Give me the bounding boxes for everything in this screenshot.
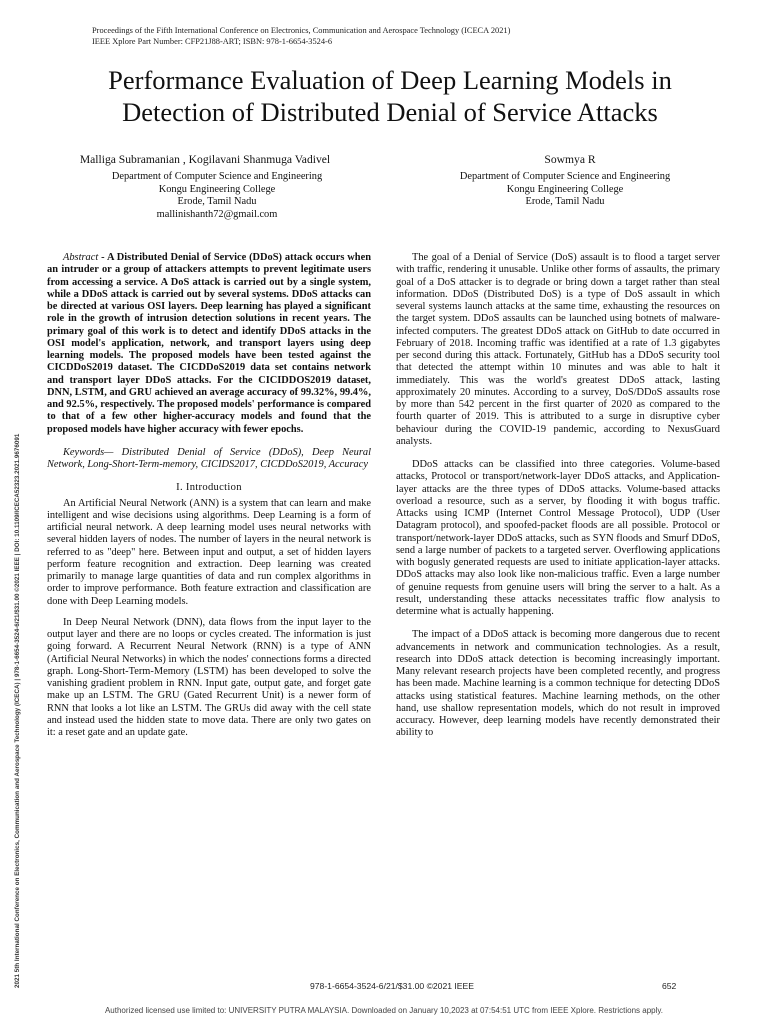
intro-paragraph-2: In Deep Neural Network (DNN), data flows from the input layer to the output layer and there are no loops or cycles created. The information is just going forward. A Recurrent Neural Network (RNN) is a type of ANN (Artificial Neural Networks) in which the nodes' connections forms a directed graph. Long-Short-Term-Memory (LSTM) has been developed to solve the vanishing gradient problem in RNN. Input gate, output gate, and forget gate make up an LSTM. The GRU (Gated Recurrent Unit) is a newer form of RNN that looks a lot like an LSTM. The GRUs did away with the cell state and instead used the hidden state to move data. There are only two gates on it: a reset gate and an update gate. — [47, 616, 371, 738]
affiliation-2-location: Erode, Tamil Nadu — [525, 196, 605, 208]
keywords: Keywords— Distributed Denial of Service (DDoS), Deep Neural Network, Long-Short-Term-memory, CICIDS2017, CICDDoS2019, Accuracy — [47, 446, 371, 470]
right-paragraph-2: DDoS attacks can be classified into three categories. Volume-based attacks, Protocol or transport/network-layer DDoS attacks, and Application-layer attacks are the three types of DDoS attacks. Volume-based attacks overload a resource, such as a server, by flooding it with bogus traffic. Attacks using ICMP (Internet Control Message Protocol), UDP (User Datagram protocol), and spoofed-packet floods are all possible. Protocol or transport/network-layer DDoS attacks, such as SYN floods and Smurf DDoS, send a large number of packets to a targeted server. Overflowing applications with bogusly generated requests are used to initiate application-layer attacks. DDoS attacks may also look like non-malicious traffic. Even a large number of genuine requests from genuine users will bring the server to a halt. As a result, understanding these attacks necessitates traffic flow analysis to determine what is actually happening. — [396, 459, 720, 617]
author-names-2: Sowmya R — [544, 153, 596, 166]
right-paragraph-1: The goal of a Denial of Service (DoS) assault is to flood a target server with traffic, rendering it unusable. Unlike other forms of assaults, the primary goal of a DoS attacker is to degrade or bring down a target rather than steal information. DDoS (Distributed DoS) is a type of DoS assault in which several systems launch attacks at the same time, exhausting the resources on the target system. DDoS assaults can be launched using botnets of malware-infected computers. The greatest DDoS attack on GitHub to date occurred in February of 2018. Incoming traffic was identified at a rate of 1.3 gigabytes per second during this attack. Fortunately, GitHub has a DDoS security tool that detected the attempt within 10 minutes and was able to halt it immediately. This was the world's greatest DDoS attack, lasting approximately 20 minutes. According to a survey, DoS/DDoS assaults rose by more than 542 percent in the first quarter of 2020 as compared to the fourth quarter of 2019. This is attributed to a surge in disruptive cyber behaviour during the COVID-19 pandemic, according to NexusGuard analysts. — [396, 252, 720, 447]
right-paragraph-3: The impact of a DDoS attack is becoming more dangerous due to recent advancements in network and communication technologies. As a result, research into DDoS attack detection is becoming increasingly important. Many relevant research projects have been completed recently, and progress has been made. Machine learning is a common technique for detecting DDoS attacks using statistical features. Machine learning methods, on the other hand, use shallow representation models, which do not result in improved accuracy. However, deep learning models have recently demonstrated their ability to — [396, 629, 720, 739]
title-line-2: Detection of Distributed Denial of Service Attacks — [122, 97, 658, 127]
affiliation-1-college: Kongu Engineering College — [158, 183, 276, 195]
abstract-lead: Abstract — [63, 252, 99, 263]
affiliation-2 — [400, 171, 730, 209]
proceedings-line-2: IEEE Xplore Part Number: CFP21J88-ART; ISBN: 978-1-6654-3524-6 — [92, 37, 333, 46]
license-notice: Authorized licensed use limited to: UNIVERSITY PUTRA MALAYSIA. Downloaded on January 10,2023 at 07:54:51 UTC from IEEE Xplore. Restrictions apply. — [104, 1006, 664, 1015]
proceedings-header — [92, 25, 510, 47]
affiliation-1-location: Erode, Tamil Nadu — [177, 196, 257, 208]
page-number: 652 — [662, 981, 677, 991]
affiliation-1-dept: Department of Computer Science and Engineering — [111, 171, 323, 182]
copyright-line: 978-1-6654-3524-6/21/$31.00 ©2021 IEEE — [309, 981, 474, 991]
affiliation-2-college: Kongu Engineering College — [506, 183, 624, 195]
intro-paragraph-1: An Artificial Neural Network (ANN) is a system that can learn and make intelligent and wise decisions using algorithms. Deep Learning is a form of artificial neural network. A deep learning model uses neural networks with several hidden layers of nodes. The number of layers in the neural network is referred to as "deep" here. Between input and output, a set of hidden layers perform feature recognition and extraction. Deep learning was created primarily to manage large quantities of data and run complex algorithms in order to improve performance. Both feature extraction and classification are done with Deep Learning models. — [47, 497, 371, 607]
affiliation-1 — [52, 171, 382, 221]
proceedings-line-1: Proceedings of the Fifth International Conference on Electronics, Communication and Aerospace Technology (ICECA 2021) — [92, 26, 511, 35]
paper-title — [40, 64, 740, 128]
affiliation-2-dept: Department of Computer Science and Engineering — [459, 171, 671, 182]
sidebar-citation: 2021 5th International Conference on Electronics, Communication and Aerospace Technology (ICECA) | 978-1-6654-3524-6/21/$31.00 ©2021 IEEE | DOI: 10.1109/ICECA52323.2021.9676091 — [14, 433, 21, 988]
abstract-text: - A Distributed Denial of Service (DDoS) attack occurs when an intruder or a group of attackers attempts to prevent legitimate users from accessing a service. A DoS attack is carried out by a single system, while a DDoS attack is carried out by several systems. DDoS attacks can be directed at various OSI layers. Deep learning has played a significant role in the growth of intrusion detection solutions in recent years. The primary goal of this work is to detect and identify DDoS attacks in the OSI model's application, network, and transport layers using deep learning models. The proposed models have been tested against the CICDDoS2019 dataset. The CICDDoS2019 data set contains network and transport layer DDoS attacks. For the CICIDDOS2019 dataset, DNN, LSTM, and GRU achieved an average accuracy of 99.32%, 99.4%, and 92.5%, respectively. The proposed models' performance is compared to that of a few other higher-accuracy models and found that the proposed models have higher accuracy with fewer epochs. — [47, 252, 371, 435]
affiliation-1-email: mallinishanth72@gmail.com — [156, 208, 278, 220]
author-names-1: Malliga Subramanian , Kogilavani Shanmuga Vadivel — [79, 153, 331, 166]
right-column — [396, 252, 720, 740]
abstract — [47, 252, 371, 436]
section-heading-introduction: I. Introduction — [176, 482, 242, 494]
left-column — [47, 252, 371, 739]
title-line-1: Performance Evaluation of Deep Learning Models in — [108, 65, 672, 95]
